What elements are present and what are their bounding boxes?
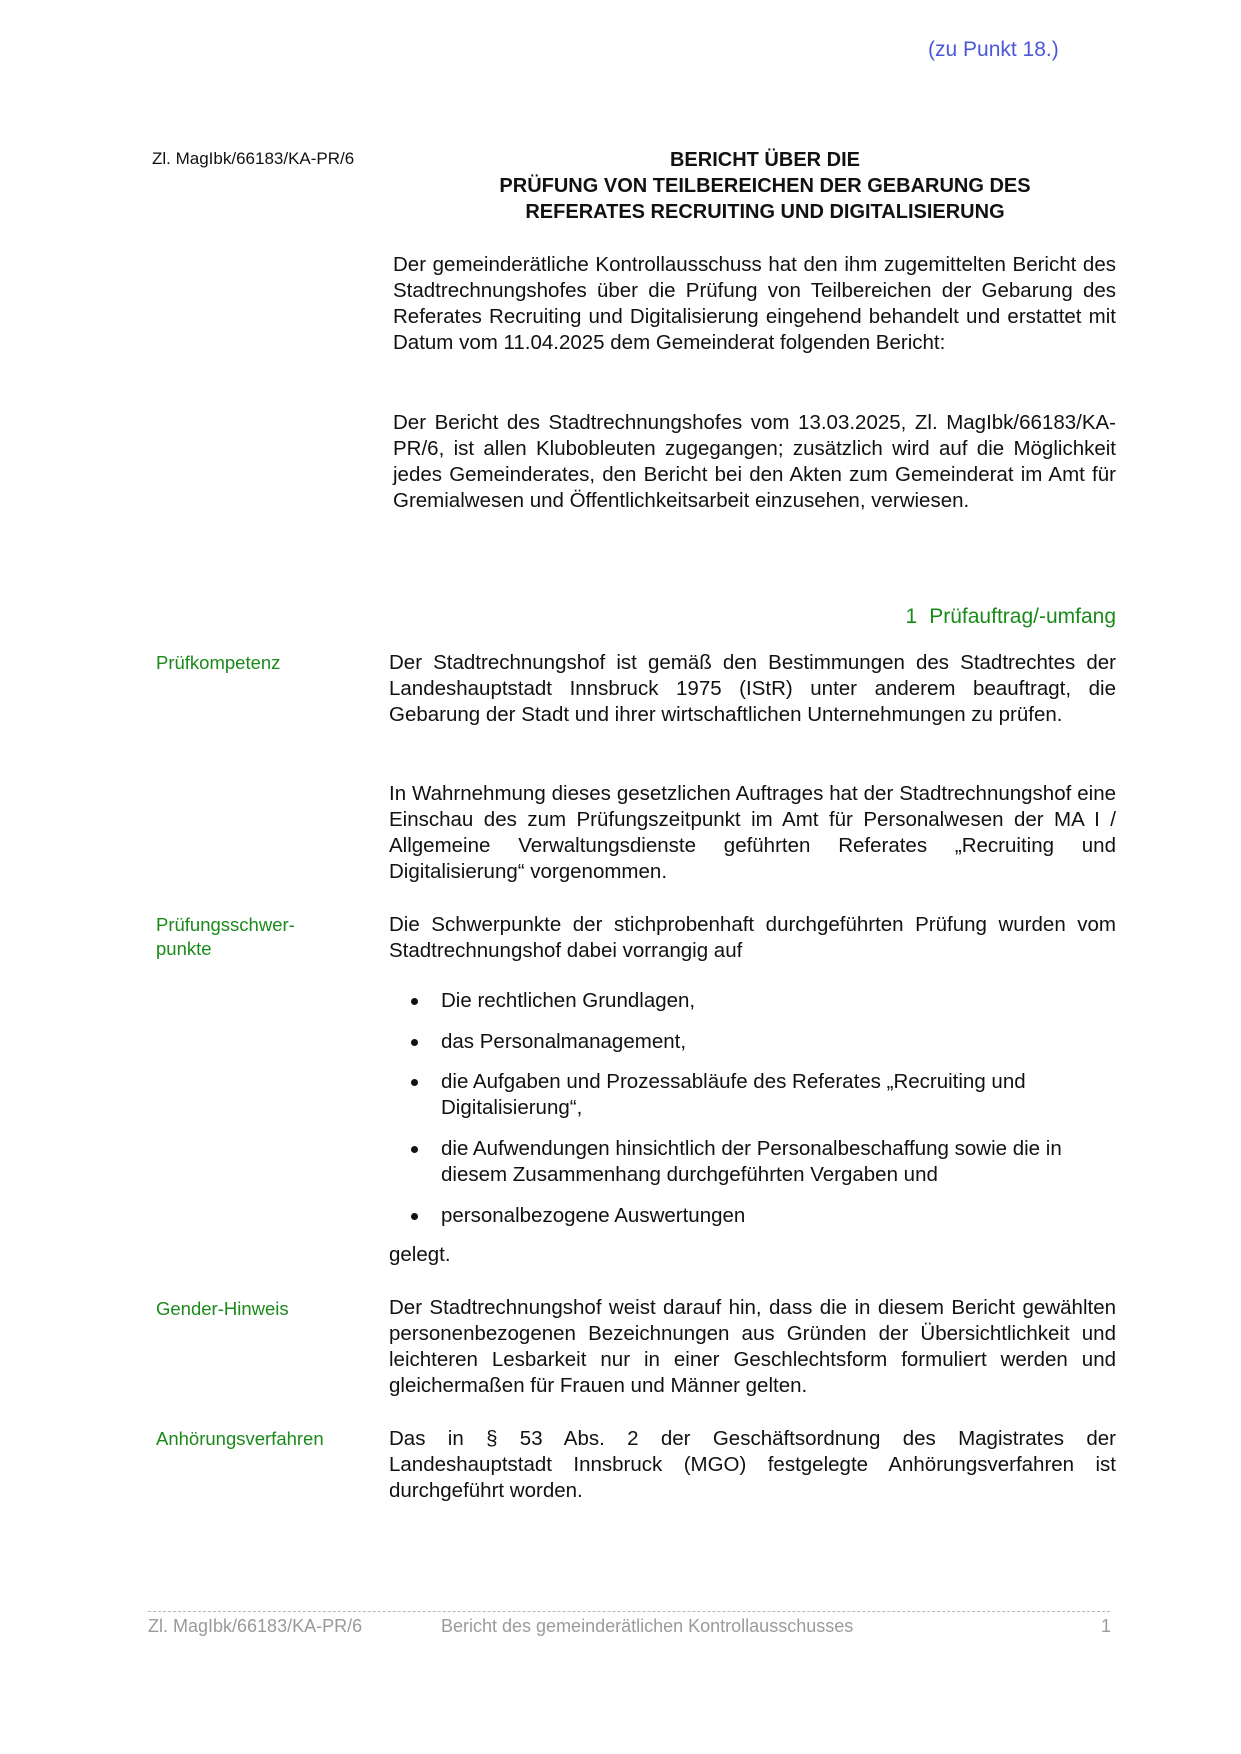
side-label-pruefkompetenz: Prüfkompetenz: [156, 652, 281, 673]
intro-paragraph: Der Bericht des Stadtrechnungshofes vom 13.03.2025, Zl. MagIbk/66183/KA-PR/6, ist allen Klubobleuten zugegangen; zusätzlich wird auf die Möglichkeit jedes Gemeinderates, den Bericht bei den Akten zum Gemeinderat im Amt für Gremialwesen und Öffentlichkeitsarbeit einzusehen, verwiesen.: [393, 411, 1116, 512]
side-label-line: Prüfungsschwer-: [156, 914, 295, 935]
page-number: 1: [1101, 1616, 1112, 1636]
footer-caption: Bericht des gemeinderätlichen Kontrollausschusses: [441, 1616, 854, 1636]
list-item: personalbezogene Auswertungen: [389, 1203, 1116, 1229]
bullet-icon: [411, 1039, 418, 1046]
body-paragraph: Der Stadtrechnungshof ist gemäß den Bestimmungen des Stadtrechtes der Landeshauptstadt Innsbruck 1975 (IStR) unter anderem beauftragt, die Gebarung der Stadt und ihrer wirtschaftlichen Unternehmungen zu prüfen.: [389, 651, 1116, 726]
side-label-anhoerungsverfahren: Anhörungsverfahren: [156, 1428, 324, 1449]
body-paragraph: In Wahrnehmung dieses gesetzlichen Auftrages hat der Stadtrechnungshof eine Einschau des zum Prüfungszeitpunkt im Amt für Personalwesen der MA I / Allgemeine Verwaltungsdienste geführten Referates „Recruiting und Digitalisierung“ vorgenommen.: [389, 782, 1116, 883]
body-paragraph: gelegt.: [389, 1243, 451, 1266]
agenda-reference: (zu Punkt 18.): [928, 38, 1059, 61]
list-item: die Aufwendungen hinsichtlich der Personalbeschaffung sowie die in diesem Zusammenhang durchgeführten Vergaben und: [389, 1136, 1116, 1188]
body-paragraph: Der Stadtrechnungshof weist darauf hin, dass die in diesem Bericht gewählten personenbezogenen Bezeichnungen aus Gründen der Übersichtlichkeit und leichteren Lesbarkeit nur in einer Geschlechtsform formuliert werden und gleichermaßen für Frauen und Männer gelten.: [389, 1296, 1116, 1397]
side-label-gender-hinweis: Gender-Hinweis: [156, 1298, 289, 1319]
footer-file-number: Zl. MagIbk/66183/KA-PR/6: [148, 1616, 363, 1636]
section-heading: [906, 605, 1116, 629]
bullet-icon: [411, 998, 418, 1005]
list-item: die Aufgaben und Prozessabläufe des Referates „Recruiting und Digitalisierung“,: [389, 1069, 1116, 1121]
title-line: REFERATES RECRUITING UND DIGITALISIERUNG: [525, 201, 1005, 223]
title-line: BERICHT ÜBER DIE: [669, 149, 860, 171]
list-item: Die rechtlichen Grundlagen,: [389, 988, 1116, 1014]
side-label-pruefungsschwerpunkte: [156, 913, 295, 961]
document-title: [455, 147, 1075, 225]
side-label-line: punkte: [156, 938, 212, 959]
bullet-icon: [411, 1213, 418, 1220]
title-line: PRÜFUNG VON TEILBEREICHEN DER GEBARUNG DES: [499, 175, 1031, 197]
list-item: das Personalmanagement,: [389, 1029, 1116, 1055]
bullet-icon: [411, 1079, 418, 1086]
footer-divider: [148, 1611, 1110, 1612]
body-paragraph: Das in § 53 Abs. 2 der Geschäftsordnung des Magistrates der Landeshauptstadt Innsbruck (MGO) festgelegte Anhörungsverfahren ist durchgeführt worden.: [389, 1427, 1116, 1502]
body-paragraph: Die Schwerpunkte der stichprobenhaft durchgeführten Prüfung wurden vom Stadtrechnungshof dabei vorrangig auf: [389, 913, 1116, 962]
section-number: 1: [905, 605, 918, 628]
file-number: Zl. MagIbk/66183/KA-PR/6: [152, 149, 355, 168]
section-title: Prüfauftrag/-umfang: [929, 605, 1116, 628]
intro-paragraph: Der gemeinderätliche Kontrollausschuss hat den ihm zugemittelten Bericht des Stadtrechnungshofes über die Prüfung von Teilbereichen der Gebarung des Referates Recruiting und Digitalisierung eingehend behandelt und erstattet mit Datum vom 11.04.2025 dem Gemeinderat folgenden Bericht:: [393, 253, 1116, 354]
bullet-icon: [411, 1146, 418, 1153]
